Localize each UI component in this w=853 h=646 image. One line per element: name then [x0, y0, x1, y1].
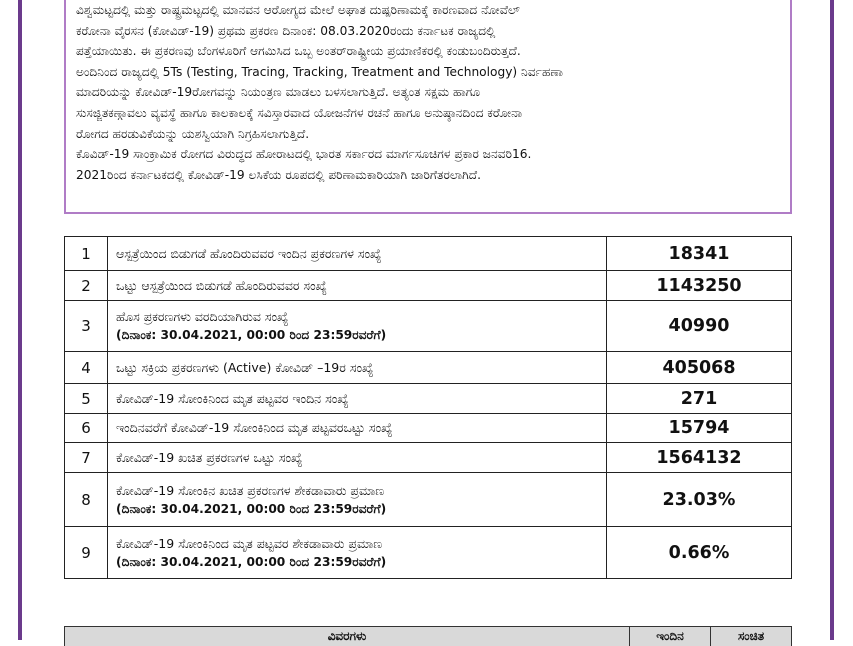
summary-table-header — [64, 626, 792, 646]
row-description — [108, 301, 607, 352]
row-number: 9 — [65, 527, 108, 579]
row-description — [108, 473, 607, 527]
row-description — [108, 237, 607, 271]
page-border-right — [830, 0, 834, 640]
table-row — [65, 443, 792, 473]
table-row — [65, 473, 792, 527]
intro-line: ವಿಶ್ವಮಟ್ಟದಲ್ಲಿ ಮತ್ತು ರಾಷ್ಟ್ರಮಟ್ಟದಲ್ಲಿ ಮಾನವನ ಆರೋಗ್ಯದ ಮೇಲೆ ಅಘಾತ ದುಷ್ಪರಿಣಾಮಕ್ಕೆ ಕಾರಣವಾದ ನೋವೆಲ್ — [76, 3, 520, 17]
row-value: 405068 — [607, 352, 792, 384]
row-description — [108, 352, 607, 384]
table-row — [65, 237, 792, 271]
row-number: 7 — [65, 443, 108, 473]
table-row — [65, 384, 792, 414]
intro-line: ಮಾದರಿಯನ್ನು ಕೋವಿಡ್-19ರೋಗವನ್ನು ನಿಯಂತ್ರಣ ಮಾಡಲು ಬಳಸಲಾಗುತ್ತಿದೆ. ಅತ್ಯಂತ ಸಕ್ಷಮ ಹಾಗೂ — [76, 85, 481, 100]
row-description-text: ಆಸ್ಪತ್ರೆಯಿಂದ ಬಿಡುಗಡೆ ಹೊಂದಿರುವವರ ಇಂದಿನ ಪ್ರಕರಣಗಳ ಸಂಖ್ಯೆ — [116, 245, 382, 261]
intro-line: ರೋಗದ ಹರಡುವಿಕೆಯನ್ನು ಯಶಸ್ವಿಯಾಗಿ ನಿಗ್ರಹಿಸಲಾಗುತ್ತಿದೆ. — [76, 126, 310, 141]
intro-line: ಸುಸಜ್ಜಿತಕಣ್ಗಾವಲು ವ್ಯವಸ್ಥೆ ಹಾಗೂ ಕಾಲಕಾಲಕ್ಕೆ ಸವಿಸ್ತಾರವಾದ ಯೋಜನೆಗಳ ರಚನೆ ಹಾಗೂ ಅನುಷ್ಠಾನದಿಂದ ಕರೋನಾ — [76, 105, 523, 120]
row-number: 2 — [65, 271, 108, 301]
header-today: ಇಂದಿನ — [629, 627, 710, 646]
row-number: 3 — [65, 301, 108, 352]
row-value: 271 — [607, 384, 792, 414]
header-cumulative: ಸಂಚಿತ — [710, 627, 791, 646]
row-number: 6 — [65, 414, 108, 443]
covid-stats-table — [64, 236, 792, 579]
row-number: 5 — [65, 384, 108, 414]
row-description-text: ಒಟ್ಟು ಸಕ್ರಿಯ ಪ್ರಕರಣಗಳು (Active) ಕೋವಿಡ್ –19ರ ಸಂಖ್ಯೆ — [116, 359, 374, 375]
table-row — [65, 352, 792, 384]
row-value: 23.03% — [607, 473, 792, 527]
table-row — [65, 414, 792, 443]
table-row — [65, 527, 792, 579]
table-row — [65, 271, 792, 301]
row-date-range: (ದಿನಾಂಕ: 30.04.2021, 00:00 ರಿಂದ 23:59ರವರೆಗೆ) — [116, 501, 387, 516]
intro-line: ಅಂದಿನಿಂದ ರಾಜ್ಯದಲ್ಲಿ 5Ts (Testing, Tracing, Tracking, Treatment and Technology) ನಿರ್ವಹಣಾ — [76, 64, 564, 79]
row-number: 8 — [65, 473, 108, 527]
intro-line: ಪತ್ತೆಯಾಯಿತು. ಈ ಪ್ರಕರಣವು ಬೆಂಗಳೂರಿಗೆ ಆಗಮಿಸಿದ ಒಬ್ಬ ಅಂತರ್‌ರಾಷ್ಟ್ರೀಯ ಪ್ರಯಾಣಿಕರಲ್ಲಿ ಕಂಡುಬಂದಿರುತ್ತದೆ. — [76, 44, 521, 59]
row-description-text: ಒಟ್ಟು ಆಸ್ಪತ್ರೆಯಿಂದ ಬಿಡುಗಡೆ ಹೊಂದಿರುವವರ ಸಂಖ್ಯೆ — [116, 277, 327, 293]
row-description — [108, 414, 607, 443]
intro-line: 2021ರಿಂದ ಕರ್ನಾಟಕದಲ್ಲಿ ಕೋವಿಡ್-19 ಲಸಿಕೆಯ ರೂಪದಲ್ಲಿ ಪರಿಣಾಮಕಾರಿಯಾಗಿ ಜಾರಿಗೆತರಲಾಗಿದೆ. — [76, 167, 482, 182]
intro-line: ಕೊವಿಡ್-19 ಸಾಂಕ್ರಾಮಿಕ ರೋಗದ ವಿರುದ್ಧದ ಹೋರಾಟದಲ್ಲಿ ಭಾರತ ಸರ್ಕಾರದ ಮಾರ್ಗಸೂಚಿಗಳ ಪ್ರಕಾರ ಜನವರಿ16. — [76, 147, 532, 162]
row-description-text: ಕೋವಿಡ್-19 ಸೋಂಕಿನಿಂದ ಮೃತ ಪಟ್ಟವರ ಶೇಕಡಾವಾರು ಪ್ರಮಾಣ — [116, 535, 383, 551]
row-description-text: ಇಂದಿನವರೆಗೆ ಕೋವಿಡ್-19 ಸೋಂಕಿನಿಂದ ಮೃತ ಪಟ್ಟವರಒಟ್ಟು ಸಂಖ್ಯೆ — [116, 420, 393, 435]
row-description — [108, 271, 607, 301]
row-number: 4 — [65, 352, 108, 384]
row-description-text: ಕೋವಿಡ್-19 ಸೋಂಕಿನ ಖಚಿತ ಪ್ರಕರಣಗಳ ಶೇಕಡಾವಾರು ಪ್ರಮಾಣ — [116, 482, 385, 498]
row-description — [108, 527, 607, 579]
row-value: 15794 — [607, 414, 792, 443]
row-description-text: ಕೋವಿಡ್-19 ಸೋಂಕಿನಿಂದ ಮೃತ ಪಟ್ಟವರ ಇಂದಿನ ಸಂಖ್ಯೆ — [116, 390, 349, 406]
header-details: ವಿವರಗಳು — [327, 629, 367, 643]
row-number: 1 — [65, 237, 108, 271]
row-description-text: ಕೋವಿಡ್-19 ಖಚಿತ ಪ್ರಕರಣಗಳ ಒಟ್ಟು ಸಂಖ್ಯೆ — [116, 449, 303, 465]
row-description-text: ಹೊಸ ಪ್ರಕರಣಗಳು ವರದಿಯಾಗಿರುವ ಸಂಖ್ಯೆ — [116, 309, 289, 324]
table-row — [65, 301, 792, 352]
row-date-range: (ದಿನಾಂಕ: 30.04.2021, 00:00 ರಿಂದ 23:59ರವರೆಗೆ) — [116, 554, 387, 569]
row-date-range: (ದಿನಾಂಕ: 30.04.2021, 00:00 ರಿಂದ 23:59ರವರೆಗೆ) — [116, 328, 387, 342]
intro-line: ಕರೋನಾ ವೈರಸನ (ಕೋವಿಡ್-19) ಪ್ರಥಮ ಪ್ರಕರಣ ದಿನಾಂಕ: 08.03.2020ರಂದು ಕರ್ನಾಟಕ ರಾಜ್ಯದಲ್ಲಿ — [76, 23, 496, 38]
page-border-left — [18, 0, 22, 640]
row-value: 1143250 — [607, 271, 792, 301]
row-value: 40990 — [607, 301, 792, 352]
row-value: 0.66% — [607, 527, 792, 579]
row-description — [108, 384, 607, 414]
intro-box — [64, 0, 792, 214]
row-value: 1564132 — [607, 443, 792, 473]
row-value: 18341 — [607, 237, 792, 271]
row-description — [108, 443, 607, 473]
